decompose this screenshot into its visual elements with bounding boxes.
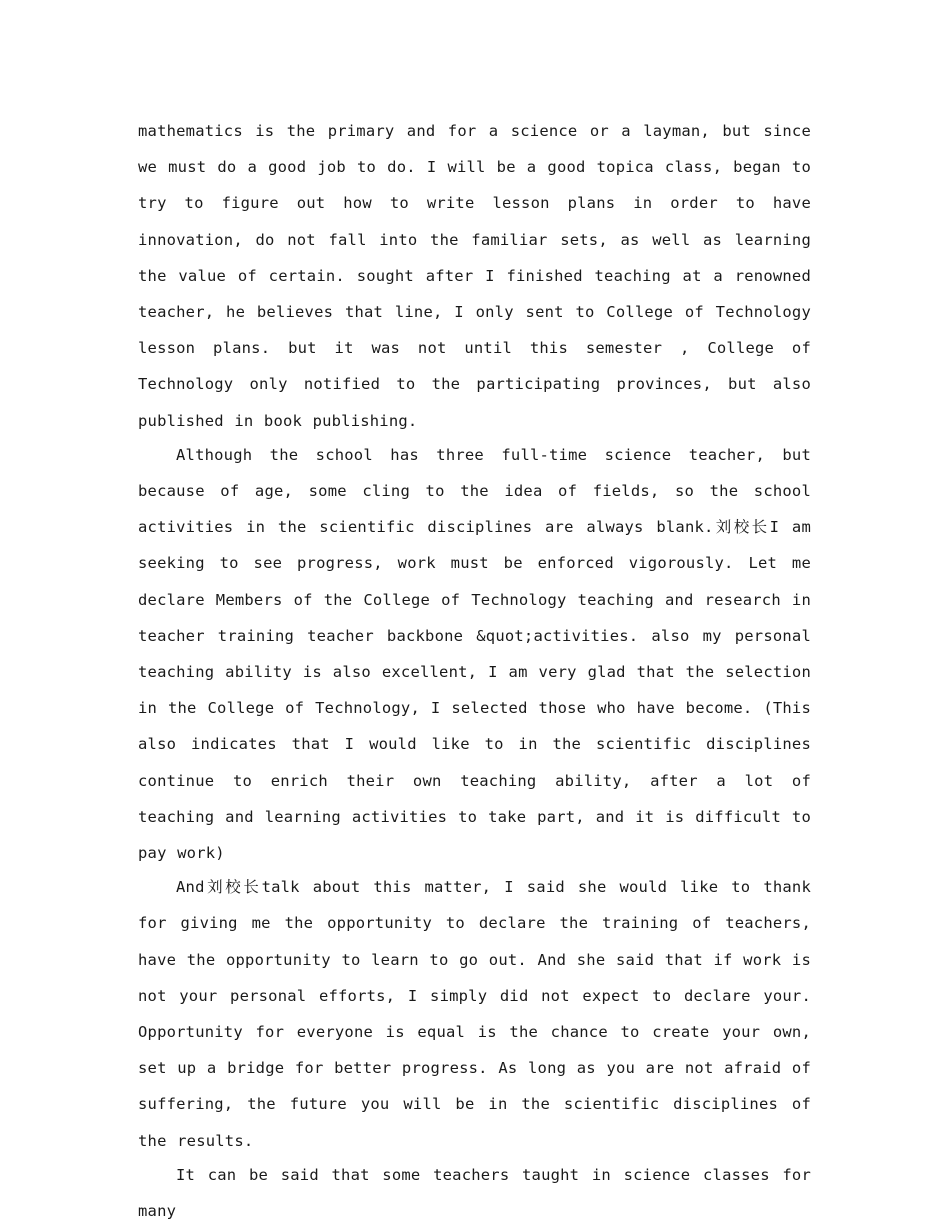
paragraph-1: mathematics is the primary and for a science or a layman, but since we must do a good job to do. I will be a good topica class, began to try to figure out how to write lesson plans in order to have innovation, do not fall into the familiar sets, as well as learning the value of certain. sought after I finished teaching at a renowned teacher, he believes that line, I only sent to College of Technology lesson plans. but it was not until this semester , College of Technology only notified to the participating provinces, but also published in book publishing. [138,122,811,430]
paragraph-2: Although the school has three full-time science teacher, but because of age, some cling to the idea of fields, so the school activities in the scientific disciplines are always blank.刘校长I am seeking to see progress, work must be enforced vigorously. Let me declare Members of the College of Technology teaching and research in teacher training teacher backbone &quot;activities. also my personal teaching ability is also excellent, I am very glad that the selection in the College of Technology, I selected those who have become. (This also indicates that I would like to in the scientific disciplines continue to enrich their own teaching ability, after a lot of teaching and learning activities to take part, and it is difficult to pay work) [138,445,811,863]
document-page [138,113,811,1227]
paragraph-4: It can be said that some teachers taught in science classes for many [138,1165,811,1221]
paragraph-3: And刘校长talk about this matter, I said she would like to thank for giving me the opportunity to declare the training of teachers, have the opportunity to learn to go out. And she said that if work is not your personal efforts, I simply did not expect to declare your. Opportunity for everyone is equal is the chance to create your own, set up a bridge for better progress. As long as you are not afraid of suffering, the future you will be in the scientific disciplines of the results. [138,878,811,1150]
